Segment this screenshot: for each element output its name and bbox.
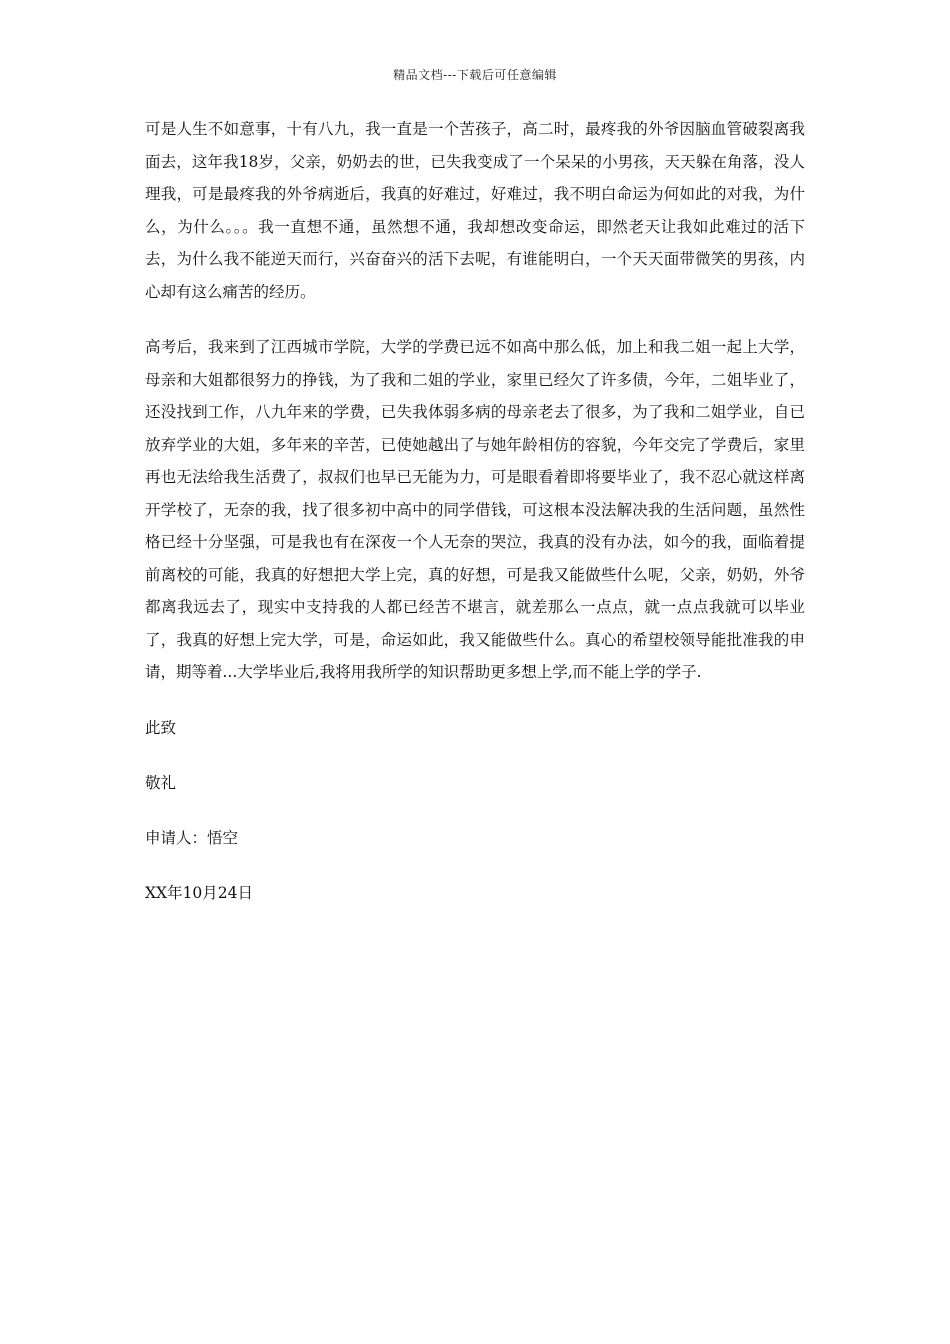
body-paragraph-1: 可是人生不如意事，十有八九，我一直是一个苦孩子，高二时，最疼我的外爷因脑血管破裂离我面去，这年我18岁，父亲，奶奶去的世，已失我变成了一个呆呆的小男孩，天天躲在角落，没人理我，可是最疼我的外爷病逝后，我真的好难过，好难过，我不明白命运为何如此的对我，为什么，为什么。。。我一直想不通，虽然想不通，我却想改变命运，即然老天让我如此难过的活下去，为什么我不能逆天而行，兴奋奋兴的活下去呢，有谁能明白，一个天天面带微笑的男孩，内心却有这么痛苦的经历。 — [145, 120, 805, 301]
body-paragraph-2: 高考后，我来到了江西城市学院，大学的学费已远不如高中那么低，加上和我二姐一起上大学，母亲和大姐都很努力的挣钱，为了我和二姐的学业，家里已经欠了许多债，今年，二姐毕业了，还没找到工作，八九年来的学费，已失我体弱多病的母亲老去了很多，为了我和二姐学业，自已放弃学业的大姐，多年来的辛苦，已使她越出了与她年龄相仿的容貌，今年交完了学费后，家里再也无法给我生活费了，叔叔们也早已无能为力，可是眼看着即将要毕业了，我不忍心就这样离开学校了，无奈的我，找了很多初中高中的同学借钱，可这根本没法解决我的生活问题，虽然性格已经十分坚强，可是我也有在深夜一个人无奈的哭泣，我真的没有办法，如今的我，面临着提前离校的可能，我真的好想把大学上完，真的好想，可是我又能做些什么呢，父亲，奶奶，外爷都离我远去了，现实中支持我的人都已经苦不堪言，就差那么一点点，就一点点我就可以毕业了，我真的好想上完大学，可是，命运如此，我又能做些什么。真心的希望校领导能批准我的申请，期等着...大学毕业后,我将用我所学的知识帮助更多想上学,而不能上学的学子. — [145, 338, 805, 681]
document-body — [145, 113, 805, 905]
document-date: XX年10月24日 — [145, 883, 254, 902]
closing-regards: 敬礼 — [145, 773, 177, 792]
applicant-signature: 申请人：悟空 — [145, 828, 239, 847]
page-header: 精品文档---下载后可任意编辑 — [393, 68, 557, 82]
closing-salutation: 此致 — [145, 718, 177, 737]
